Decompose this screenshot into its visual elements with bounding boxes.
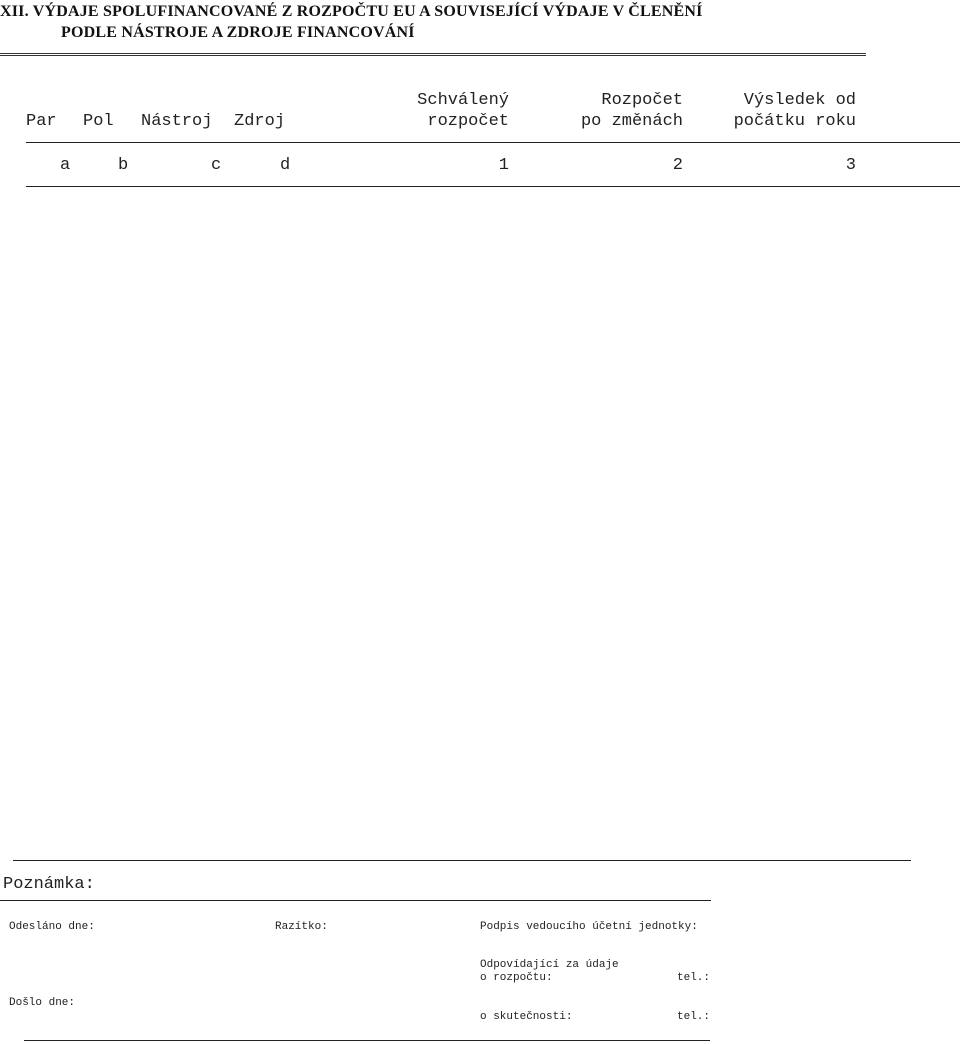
doslo-label: Došlo dne: <box>9 997 76 1009</box>
index-a: a <box>60 156 71 175</box>
column-header-schvaleny-2: rozpočet <box>427 112 509 131</box>
index-c: c <box>211 156 222 175</box>
column-header-par: Par <box>26 112 57 131</box>
column-header-zdroj: Zdroj <box>234 112 286 131</box>
report-title-line-1: XII. VÝDAJE SPOLUFINANCOVANÉ Z ROZPOČTU EU A SOUVISEJÍCÍ VÝDAJE V ČLENĚNÍ <box>0 3 703 20</box>
index-rule <box>26 186 960 187</box>
razitko-label: Razítko: <box>275 921 328 933</box>
poznamka-rule <box>0 900 711 901</box>
odeslano-label: Odesláno dne: <box>9 921 95 933</box>
poznamka-label: Poznámka: <box>3 875 95 894</box>
index-d: d <box>280 156 291 175</box>
skutecnosti-label: o skutečnosti: <box>480 1011 573 1023</box>
podpis-label: Podpis vedoucího účetní jednotky: <box>480 921 698 933</box>
column-header-pol: Pol <box>83 112 114 131</box>
report-title-line-2: PODLE NÁSTROJE A ZDROJE FINANCOVÁNÍ <box>61 24 415 41</box>
column-header-nastroj: Nástroj <box>141 112 213 131</box>
column-header-schvaleny: Schválený <box>417 91 509 110</box>
column-header-vysledek: Výsledek od <box>743 91 856 110</box>
index-2: 2 <box>672 156 683 175</box>
rozpoctu-label: o rozpočtu: <box>480 972 553 984</box>
odpovidajici-label: Odpovídající za údaje <box>480 959 619 971</box>
tel-label-1: tel.: <box>677 972 711 984</box>
title-double-rule <box>0 53 866 56</box>
index-1: 1 <box>498 156 509 175</box>
column-header-rozpocet: Rozpočet <box>601 91 683 110</box>
tel-label-2: tel.: <box>677 1011 711 1023</box>
column-header-vysledek-2: počátku roku <box>733 112 856 131</box>
footer-bottom-rule <box>24 1040 710 1041</box>
footer-top-rule <box>13 860 911 861</box>
header-rule <box>26 142 960 143</box>
column-header-rozpocet-2: po změnách <box>580 112 683 131</box>
index-b: b <box>118 156 129 175</box>
index-3: 3 <box>845 156 856 175</box>
